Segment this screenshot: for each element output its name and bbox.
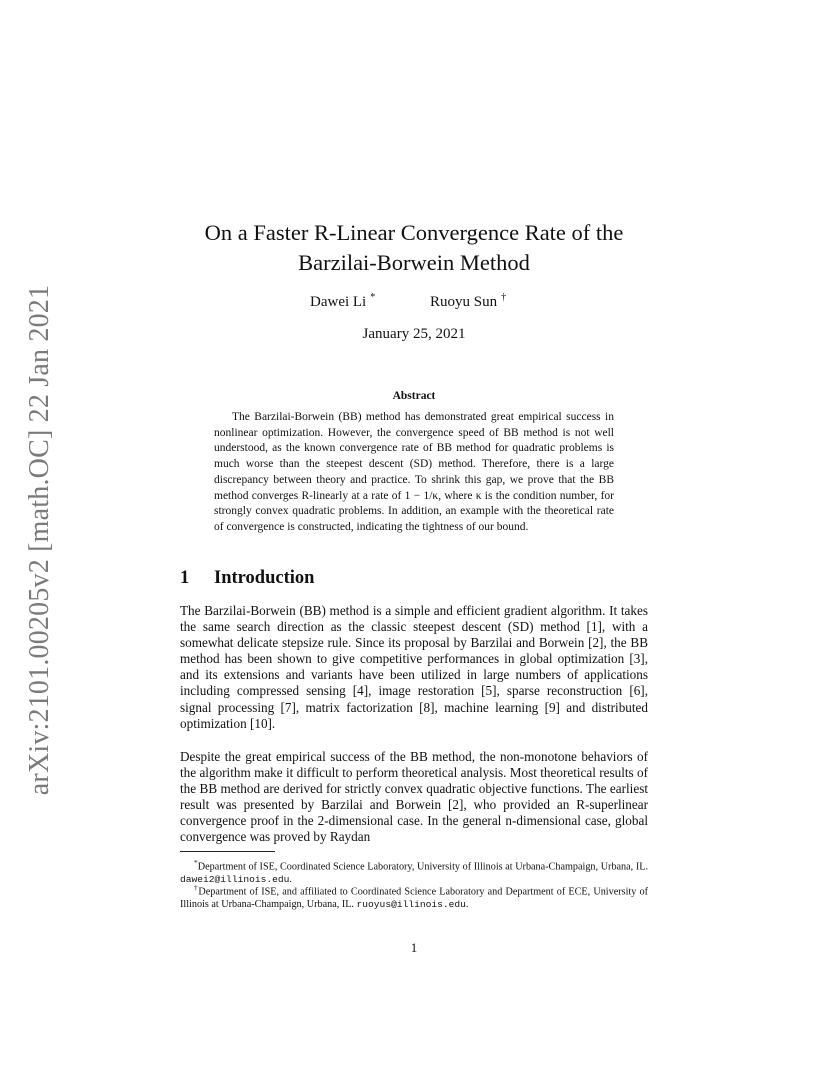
title-line-1: On a Faster R-Linear Convergence Rate of the [204, 220, 624, 245]
section-title: Introduction [214, 568, 315, 588]
paper-title [140, 218, 688, 278]
abstract-body: The Barzilai-Borwein (BB) method has demonstrated great empirical success in nonlinear optimization. However, the convergence speed of BB method is not well understood, as the known convergence rate of BB method for quadratic problems is much worse than the steepest descent (SD) method. Therefore, there is a large discrepancy between theory and practice. To shrink this gap, we prove that the BB method converges R-linearly at a rate of 1 − 1/κ, where κ is the condition number, for strongly convex quadratic problems. In addition, an example with the theoretical rate of convergence is constructed, indicating the tightness of our bound. [214, 411, 614, 533]
publication-date: January 25, 2021 [362, 326, 466, 342]
footnote-2-text: Department of ISE, and affiliated to Coordinated Science Laboratory and Department of ECE, University of Illinois at Urbana-Champaign, Urbana, IL. [180, 886, 648, 911]
footnote-2-mark: † [194, 883, 199, 892]
section-number: 1 [180, 568, 190, 588]
arxiv-identifier-stamp [20, 284, 60, 796]
arxiv-identifier-text: arXiv:2101.00205v2 [math.OC] 22 Jan 2021 [24, 284, 55, 796]
footnote-1-mark: * [194, 858, 198, 867]
author-1-footnote-mark: * [370, 292, 376, 303]
footnote-rule [180, 851, 275, 852]
footnote-1-text: Department of ISE, Coordinated Science Laboratory, University of Illinois at Urbana-Champaign, Urbana, IL. [197, 861, 648, 873]
section-heading [180, 568, 314, 589]
body-paragraph-1: The Barzilai-Borwein (BB) method is a simple and efficient gradient algorithm. It takes the same search direction as the classic steepest descent (SD) method [1], with a somewhat delicate stepsize rule. Since its proposal by Barzilai and Borwein [2], the BB method has been shown to give competitive performances in global optimization [3], and its extensions and variants have been utilized in large numbers of applications including compressed sensing [4], image restoration [5], sparse reconstruction [6], signal processing [7], matrix factorization [8], machine learning [9] and distributed optimization [10]. [180, 603, 648, 731]
page-number: 1 [410, 940, 418, 955]
author-2 [430, 292, 506, 311]
abstract-heading: Abstract [392, 390, 436, 402]
footnote-2-end: . [465, 899, 469, 911]
body-paragraph-2: Despite the great empirical success of the BB method, the non-monotone behaviors of the algorithm make it difficult to perform theoretical analysis. Most theoretical results of the BB method are derived for strictly convex quadratic objective functions. The earliest result was presented by Barzilai and Borwein [2], who provided an R-superlinear convergence proof in the 2-dimensional case. In the general n-dimensional case, global convergence was proved by Raydan [180, 749, 648, 845]
author-1 [310, 292, 375, 311]
footnote-2-email: ruoyus@illinois.edu [356, 899, 466, 911]
author-1-name: Dawei Li [310, 294, 367, 310]
footnote-1-email: dawei2@illinois.edu [180, 874, 290, 886]
author-2-name: Ruoyu Sun [430, 294, 498, 310]
title-line-2: Barzilai-Borwein Method [298, 250, 530, 275]
author-2-footnote-mark: † [501, 292, 507, 303]
footnote-2 [180, 881, 648, 911]
footnote-1-end: . [289, 874, 292, 886]
